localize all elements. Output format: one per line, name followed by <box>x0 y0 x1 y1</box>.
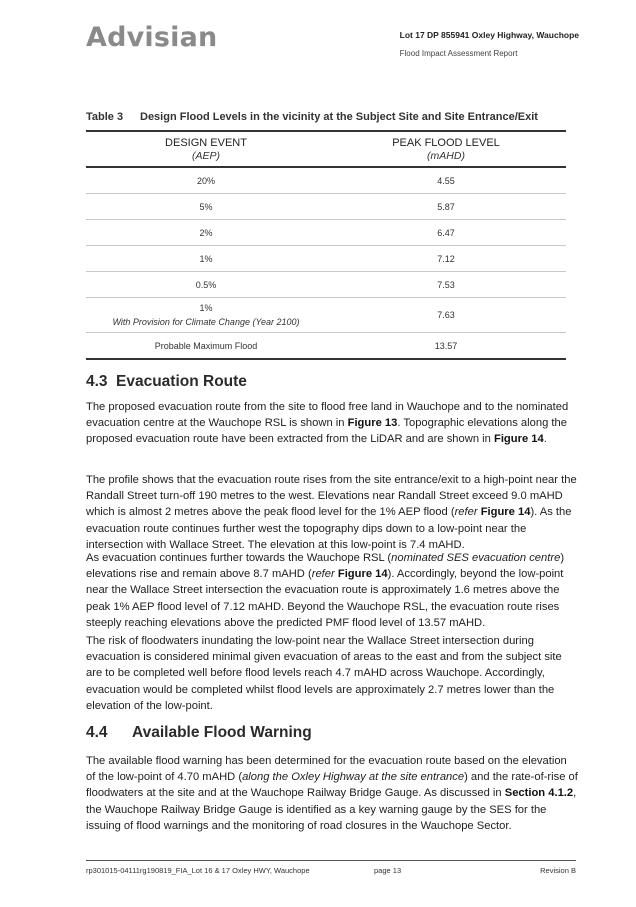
text-run: . Topographic elevations along the proposed evacuation route have been extracted from the LiDAR and are shown in <box>86 417 567 446</box>
document-header <box>400 30 579 58</box>
text-run: , the Wauchope Railway Bridge Gauge is identified as a key warning gauge by the SES for the issuing of flood warnings and the monitoring of road closures in the Wauchope Sector. <box>86 787 577 832</box>
figure-14-reference: Figure 14 <box>480 506 531 519</box>
section-title: Evacuation Route <box>116 373 247 390</box>
event-cell: Probable Maximum Flood <box>86 333 326 360</box>
event-cell <box>86 298 326 333</box>
section-number: 4.3 <box>86 373 108 390</box>
level-cell: 5.87 <box>326 194 566 220</box>
event-cell: 0.5% <box>86 272 326 298</box>
figure-13-reference: Figure 13 <box>347 417 398 430</box>
low-point-location-text: along the Oxley Highway at the site entrance <box>242 771 465 784</box>
text-run: ). As the evacuation route continues further west the topography dips down to a low-point near the intersection with Wallace Street. The elevation at this low-point is 7.4 mAHD. <box>86 506 572 551</box>
event-cell: 5% <box>86 194 326 220</box>
document-title: Lot 17 DP 855941 Oxley Highway, Wauchope <box>399 30 579 40</box>
design-event-header-unit: (AEP) <box>191 149 220 162</box>
text-run: ) elevations rise and remain above 8.7 mAHD ( <box>86 552 565 581</box>
figure-14-reference: Figure 14 <box>337 568 388 581</box>
flood-warning-paragraph-1 <box>86 753 578 834</box>
text-run: ) and the rate-of-rise of floodwaters at the site and at the Wauchope Railway Bridge Gauge. As discussed in <box>86 771 578 800</box>
table-row <box>86 167 566 194</box>
event-value: 1% <box>199 303 213 313</box>
text-run: The proposed evacuation route from the site to flood free land in Wauchope and to the nominated evacuation centre at the Wauchope RSL is shown in <box>86 401 569 430</box>
level-cell: 7.53 <box>326 272 566 298</box>
design-event-header <box>86 131 326 167</box>
level-cell: 6.47 <box>326 220 566 246</box>
refer-text: refer <box>454 506 478 519</box>
table-row <box>86 333 566 360</box>
table-caption-text: Design Flood Levels in the vicinity at the Subject Site and Site Entrance/Exit <box>140 111 538 123</box>
level-cell: 7.12 <box>326 246 566 272</box>
text-run: The profile shows that the evacuation route rises from the site entrance/exit to a high-point near the Randall Street turn-off 190 metres to the west. Elevations near Randall Street exceed 9.0 mAHD which is almost 2 metres above the peak flood level for the 1% AEP flood ( <box>86 474 577 519</box>
table-caption <box>86 111 538 123</box>
nominated-centre-text: nominated SES evacuation centre <box>391 552 561 564</box>
document-subtitle: Flood Impact Assessment Report <box>399 49 518 58</box>
figure-14-reference: Figure 14 <box>493 433 544 446</box>
footer-document-reference: rp301015-04111rg190819_FIA_Lot 16 & 17 Oxley HWY, Wauchope <box>86 866 310 875</box>
climate-change-note: With Provision for Climate Change (Year 2100) <box>112 317 300 327</box>
section-number: 4.4 <box>86 724 108 741</box>
text-run: ). Accordingly, beyond the low-point near the Wallace Street intersection the evacuation route is approximately 1.6 metres above the peak 1% AEP flood level of 7.12 mAHD. Beyond the Wauchope RSL, the evacuation route rises steeply reaching elevations above the predicted PMF flood level of 13.57 mAHD. <box>86 568 564 629</box>
evacuation-paragraph-4: The risk of floodwaters inundating the low-point near the Wallace Street intersection during evacuation is considered minimal given evacuation of areas to the east and from the subject site are to be completed well before flood levels reach 4.7 mAHD across Wauchope. Accordingly, evacuation would be completed whilst flood levels are approximately 2.7 metres lower than the elevation of the low-point. <box>86 635 562 712</box>
text-run: The available flood warning has been determined for the evacuation route based on the elevation of the low-point of 4.70 mAHD ( <box>86 755 567 784</box>
section-heading-evacuation-route <box>86 373 247 391</box>
level-cell: 7.63 <box>326 298 566 333</box>
table-caption-number: Table 3 <box>86 111 124 123</box>
text-run: As evacuation continues further towards the Wauchope RSL ( <box>86 552 392 564</box>
peak-flood-level-header <box>326 131 566 167</box>
evacuation-paragraph-2 <box>86 472 578 553</box>
table-row <box>86 272 566 298</box>
section-heading-available-flood-warning <box>86 724 312 742</box>
table-row <box>86 246 566 272</box>
text-run: . <box>543 433 547 446</box>
evacuation-paragraph-1 <box>86 399 578 448</box>
event-cell: 20% <box>86 167 326 194</box>
event-cell: 1% <box>86 246 326 272</box>
peak-flood-level-header-unit: (mAHD) <box>427 149 465 162</box>
section-title: Available Flood Warning <box>132 724 312 741</box>
level-cell: 4.55 <box>326 167 566 194</box>
level-cell: 13.57 <box>326 333 566 360</box>
refer-text: refer <box>311 568 335 581</box>
design-event-header-label: DESIGN EVENT <box>165 136 247 149</box>
section-4-1-2-reference: Section 4.1.2 <box>504 787 574 800</box>
footer-divider <box>86 860 576 861</box>
peak-flood-level-header-label: PEAK FLOOD LEVEL <box>392 136 500 149</box>
footer-revision: Revision B <box>540 866 576 875</box>
table-row <box>86 194 566 220</box>
footer-page-number: page 13 <box>374 866 402 875</box>
event-cell: 2% <box>86 220 326 246</box>
table-row <box>86 220 566 246</box>
table-row <box>86 298 566 333</box>
advisian-logo: Advisian <box>86 22 218 53</box>
flood-levels-table <box>86 130 566 360</box>
table-header-row <box>86 131 566 167</box>
evacuation-paragraph-3 <box>86 550 578 631</box>
